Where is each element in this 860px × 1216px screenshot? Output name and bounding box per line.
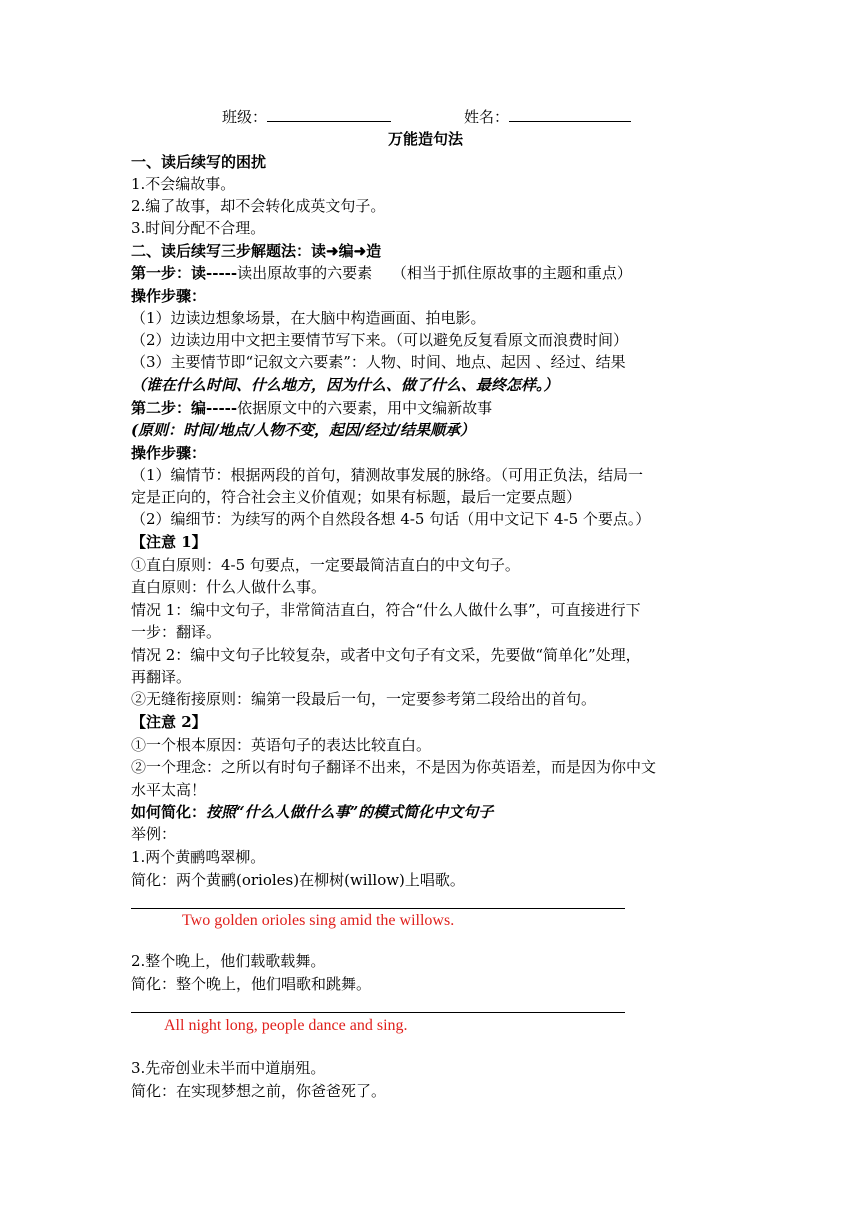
step2-ops-heading: 操作步骤： bbox=[131, 444, 207, 462]
example-simplified: 简化：两个黄鹂(orioles)在柳树(willow)上唱歌。 bbox=[131, 871, 465, 889]
example-original: 3.先帝创业未半而中道崩殂。 bbox=[131, 1059, 326, 1077]
class-blank[interactable] bbox=[267, 105, 391, 122]
step2-op: 定是正向的，符合社会主义价值观；如果有标题，最后一定要点题） bbox=[131, 488, 582, 506]
name-blank[interactable] bbox=[509, 105, 631, 122]
step1-text: 读出原故事的六要素 （相当于抓住原故事的主题和重点） bbox=[237, 264, 632, 282]
name-field bbox=[464, 105, 631, 128]
note1-line: ①直白原则：4-5 句要点，一定要最简洁直白的中文句子。 bbox=[131, 556, 520, 574]
section2-heading: 二、读后续写三步解题法：读➜编➜造 bbox=[131, 242, 382, 260]
note1-line: 一步：翻译。 bbox=[131, 623, 222, 641]
step2-line bbox=[131, 397, 492, 419]
note1-line: ②无缝衔接原则：编第一段最后一句，一定要参考第二段给出的首句。 bbox=[131, 690, 597, 708]
answer-line[interactable] bbox=[131, 908, 625, 909]
example-original: 2.整个晚上，他们载歌载舞。 bbox=[131, 952, 326, 970]
section1-item: 1.不会编故事。 bbox=[131, 175, 236, 193]
example-simplified: 简化：在实现梦想之前，你爸爸死了。 bbox=[131, 1082, 387, 1100]
section1-item: 2.编了故事，却不会转化成英文句子。 bbox=[131, 197, 386, 215]
note2-line: ②一个理念：之所以有时句子翻译不出来，不是因为你英语差，而是因为你中文 bbox=[131, 758, 657, 776]
example-answer: All night long, people dance and sing. bbox=[164, 1017, 408, 1034]
answer-line[interactable] bbox=[131, 1012, 625, 1013]
note2-line: ①一个根本原因：英语句子的表达比较直白。 bbox=[131, 736, 432, 754]
page-title: 万能造句法 bbox=[388, 130, 464, 148]
step1-line bbox=[131, 262, 632, 284]
note1-heading: 【注意 1】 bbox=[131, 533, 207, 551]
step2-op: （2）编细节：为续写的两个自然段各想 4-5 句话（用中文记下 4-5 个要点。） bbox=[131, 510, 651, 528]
example-label: 举例： bbox=[131, 825, 177, 843]
step1-op: （2）边读边用中文把主要情节写下来。（可以避免反复看原文而浪费时间） bbox=[131, 331, 629, 349]
note2-line: 水平太高！ bbox=[131, 781, 207, 799]
note1-line: 情况 2：编中文句子比较复杂，或者中文句子有文采，先要做“简单化”处理， bbox=[131, 646, 641, 664]
example-simplified: 简化：整个晚上，他们唱歌和跳舞。 bbox=[131, 975, 372, 993]
step2-principle: (原则：时间/地点/人物不变，起因/经过/结果顺承） bbox=[131, 421, 476, 439]
step2-label: 第二步：编----- bbox=[131, 399, 238, 417]
note1-line: 情况 1：编中文句子，非常简洁直白，符合“什么人做什么事”，可直接进行下 bbox=[131, 601, 641, 619]
step1-label: 第一步：读----- bbox=[131, 264, 238, 282]
simplify-line bbox=[131, 801, 493, 823]
class-field bbox=[222, 105, 391, 128]
step1-op: （3）主要情节即“记叙文六要素”：人物、时间、地点、起因 、经过、结果 bbox=[131, 353, 626, 371]
example-answer: Two golden orioles sing amid the willows. bbox=[182, 912, 455, 929]
section1-heading: 一、读后续写的困扰 bbox=[131, 153, 267, 171]
example-original: 1.两个黄鹂鸣翠柳。 bbox=[131, 848, 266, 866]
note2-heading: 【注意 2】 bbox=[131, 713, 207, 731]
note1-line: 再翻译。 bbox=[131, 668, 192, 686]
name-label: 姓名： bbox=[464, 108, 510, 126]
simplify-label: 如何简化： bbox=[131, 803, 207, 821]
step2-op: （1）编情节：根据两段的首句，猜测故事发展的脉络。（可用正负法，结局一 bbox=[131, 466, 644, 484]
step1-ops-heading: 操作步骤： bbox=[131, 287, 207, 305]
step2-text: 依据原文中的六要素，用中文编新故事 bbox=[237, 399, 493, 417]
simplify-text: 按照“什么人做什么事”的模式简化中文句子 bbox=[206, 803, 494, 821]
class-label: 班级： bbox=[222, 108, 268, 126]
note1-line: 直白原则：什么人做什么事。 bbox=[131, 578, 327, 596]
section1-item: 3.时间分配不合理。 bbox=[131, 219, 266, 237]
step1-op: （1）边读边想象场景，在大脑中构造画面、拍电影。 bbox=[131, 309, 486, 327]
step1-summary: （谁在什么时间、什么地方，因为什么、做了什么、最终怎样。） bbox=[131, 376, 559, 394]
